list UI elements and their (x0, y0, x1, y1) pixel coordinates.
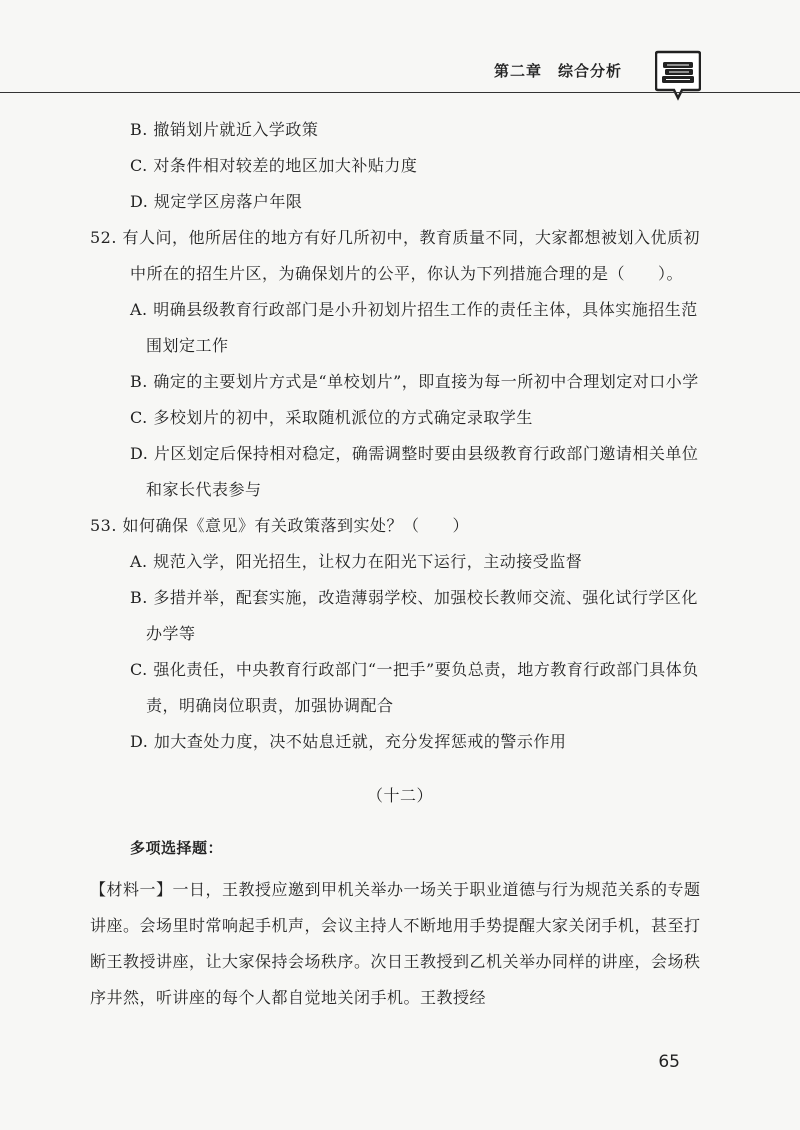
chapter-name: 综合分析 (557, 62, 622, 80)
question-52-option-d: D. 片区划定后保持相对稳定，确需调整时要由县级教育行政部门邀请相关单位和家长代表参与 (130, 444, 699, 499)
books-icon (655, 48, 701, 102)
question-53-option-c: C. 强化责任，中央教育行政部门“一把手”要负总责，地方教育行政部门具体负责，明确岗位职责，加强协调配合 (130, 660, 699, 715)
question-52-option-a: A. 明确县级教育行政部门是小升初划片招生工作的责任主体，具体实施招生范围划定工作 (130, 300, 698, 355)
option-b-previous: B. 撤销划片就近入学政策 (130, 120, 319, 139)
chapter-number: 第二章 (493, 62, 542, 80)
question-53-option-d: D. 加大查处力度，决不姑息迁就，充分发挥惩戒的警示作用 (130, 732, 567, 751)
question-52-option-c: C. 多校划片的初中，采取随机派位的方式确定录取学生 (130, 408, 533, 427)
section-title: （十二） (366, 786, 433, 805)
material-paragraph: 【材料一】一日，王教授应邀到甲机关举办一场关于职业道德与行为规范关系的专题讲座。会场里时常响起手机声，会议主持人不断地用手势提醒大家关闭手机，甚至打断王教授讲座，让大家保持会场秩序。次日王教授到乙机关举办同样的讲座，会场秩序井然，听讲座的每个人都自觉地关闭手机。王教授经 (90, 880, 701, 1007)
question-53-option-b: B. 多措并举，配套实施，改造薄弱学校、加强校长教师交流、强化试行学区化办学等 (130, 588, 698, 643)
chapter-title (494, 60, 622, 81)
option-c-previous: C. 对条件相对较差的地区加大补贴力度 (130, 156, 418, 175)
question-52: 52. 有人问，他所居住的地方有好几所初中，教育质量不同，大家都想被划入优质初中所在的招生片区，为确保划片的公平，你认为下列措施合理的是（ ）。 (90, 228, 701, 283)
page-header (0, 0, 800, 100)
question-53-option-a: A. 规范入学，阳光招生，让权力在阳光下运行，主动接受监督 (130, 552, 583, 571)
section-heading: 多项选择题： (130, 839, 224, 857)
header-rule (0, 92, 800, 93)
page-number: 65 (658, 1052, 680, 1072)
option-d-previous: D. 规定学区房落户年限 (130, 192, 303, 211)
page-content (90, 112, 710, 1016)
question-53: 53. 如何确保《意见》有关政策落到实处？（ ） (90, 516, 470, 535)
question-52-option-b: B. 确定的主要划片方式是“单校划片”，即直接为每一所初中合理划定对口小学 (130, 372, 699, 391)
